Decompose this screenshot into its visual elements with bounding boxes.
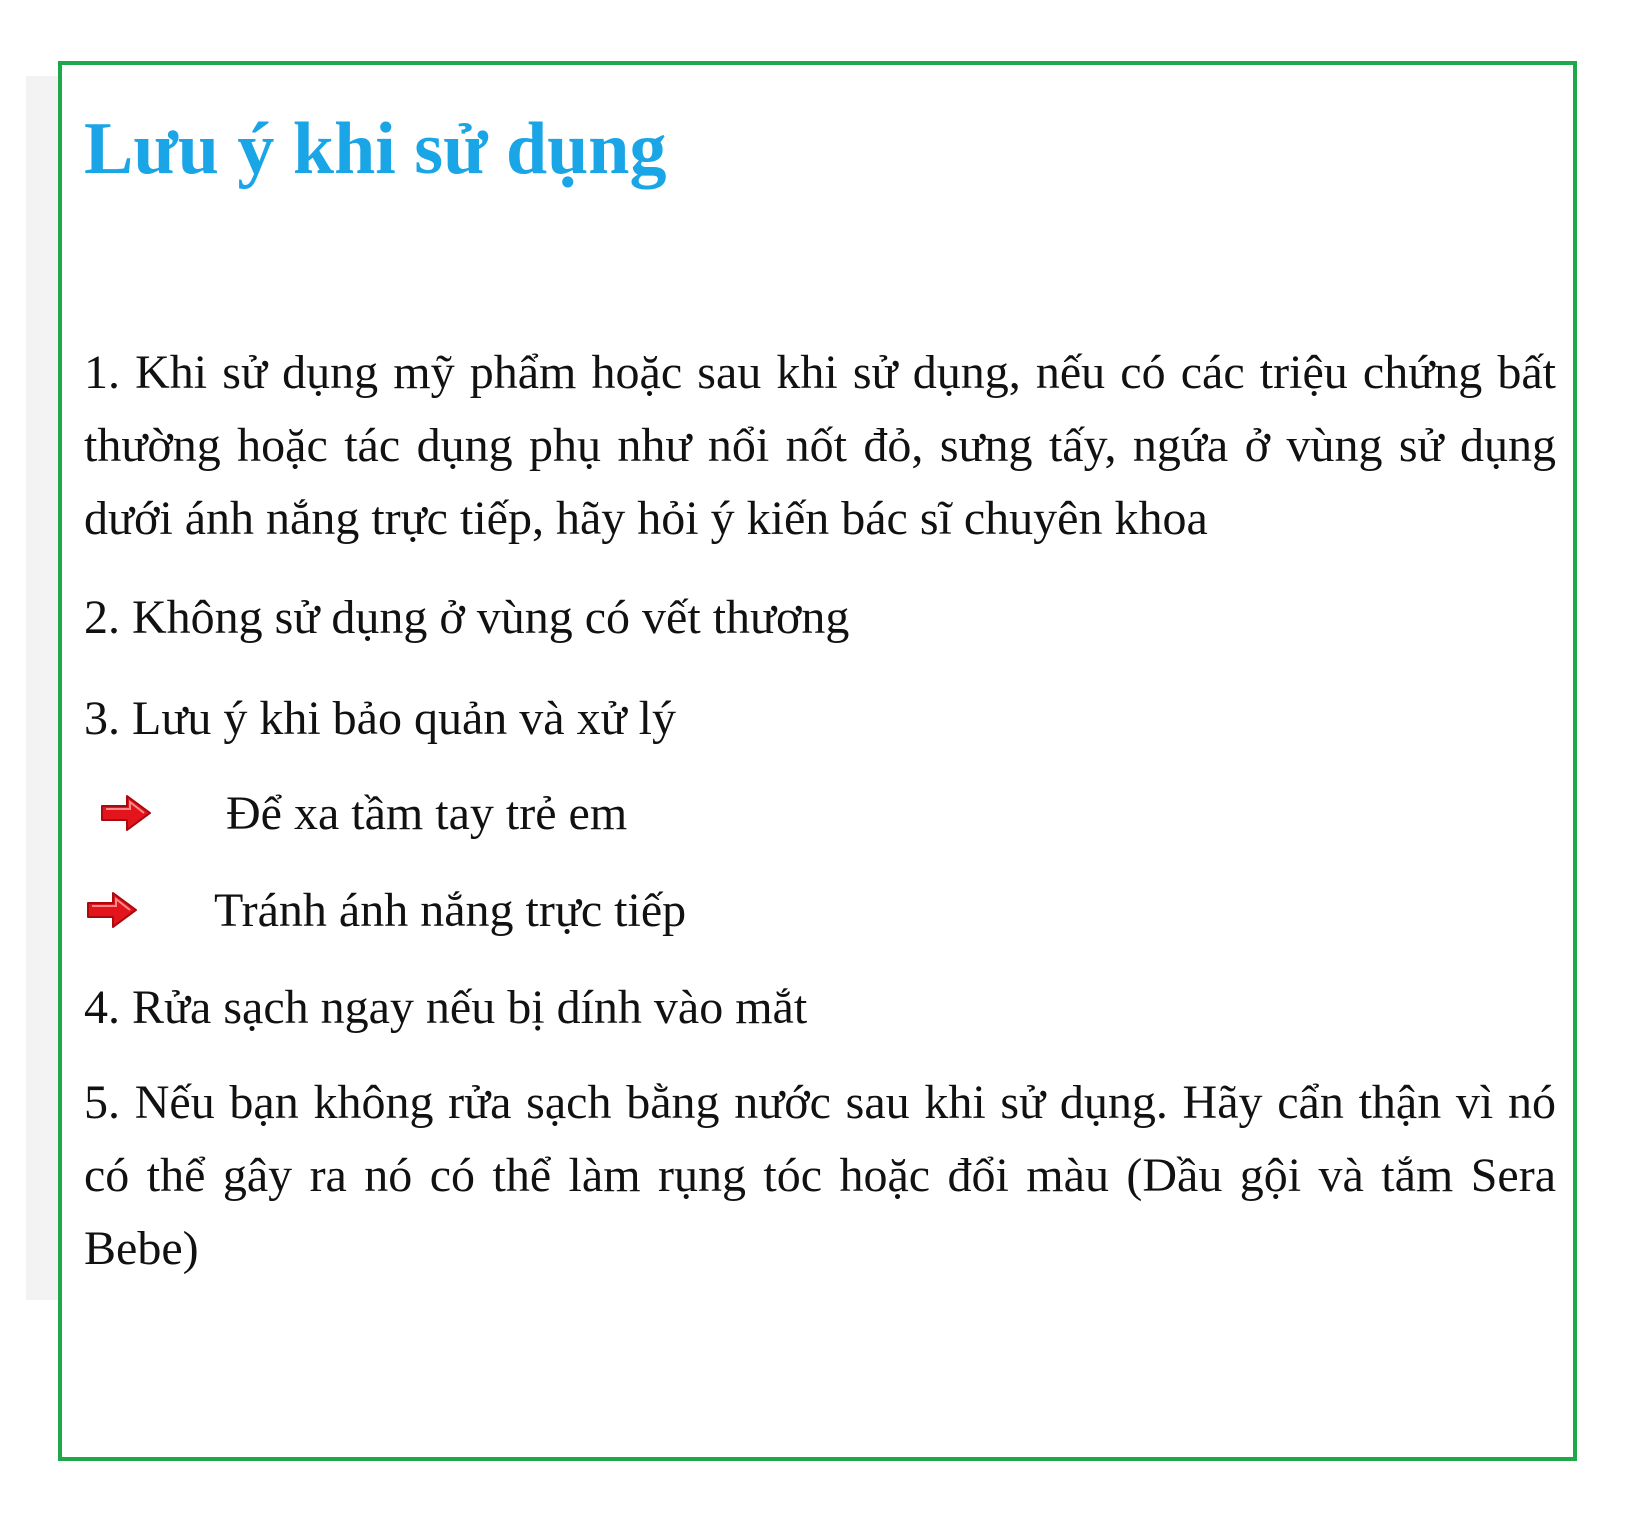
item-3: 3. Lưu ý khi bảo quản và xử lý — [84, 692, 676, 745]
item-5: 5. Nếu bạn không rửa sạch bằng nước sau khi sử dụng. Hãy cẩn thận vì nó có thể gây ra nó có thể làm rụng tóc hoặc đổi màu (Dầu gội và tắm Sera Bebe) — [84, 1076, 1556, 1275]
sub-item-2 — [84, 874, 1556, 947]
item-1: 1. Khi sử dụng mỹ phẩm hoặc sau khi sử dụng, nếu có các triệu chứng bất thường hoặc tác dụng phụ như nổi nốt đỏ, sưng tấy, ngứa ở vùng sử dụng dưới ánh nắng trực tiếp, hãy hỏi ý kiến bác sĩ chuyên khoa — [84, 346, 1556, 545]
sub-item-1 — [84, 777, 1556, 850]
sub-item-1-text: Để xa tầm tay trẻ em — [226, 787, 628, 840]
notice-content — [84, 336, 1556, 1285]
arrow-right-icon — [86, 890, 138, 930]
item-2: 2. Không sử dụng ở vùng có vết thương — [84, 591, 850, 644]
sub-item-2-text: Tránh ánh nắng trực tiếp — [214, 884, 687, 937]
arrow-right-icon — [100, 793, 152, 833]
item-4: 4. Rửa sạch ngay nếu bị dính vào mắt — [84, 981, 808, 1034]
notice-title: Lưu ý khi sử dụng — [84, 108, 667, 190]
